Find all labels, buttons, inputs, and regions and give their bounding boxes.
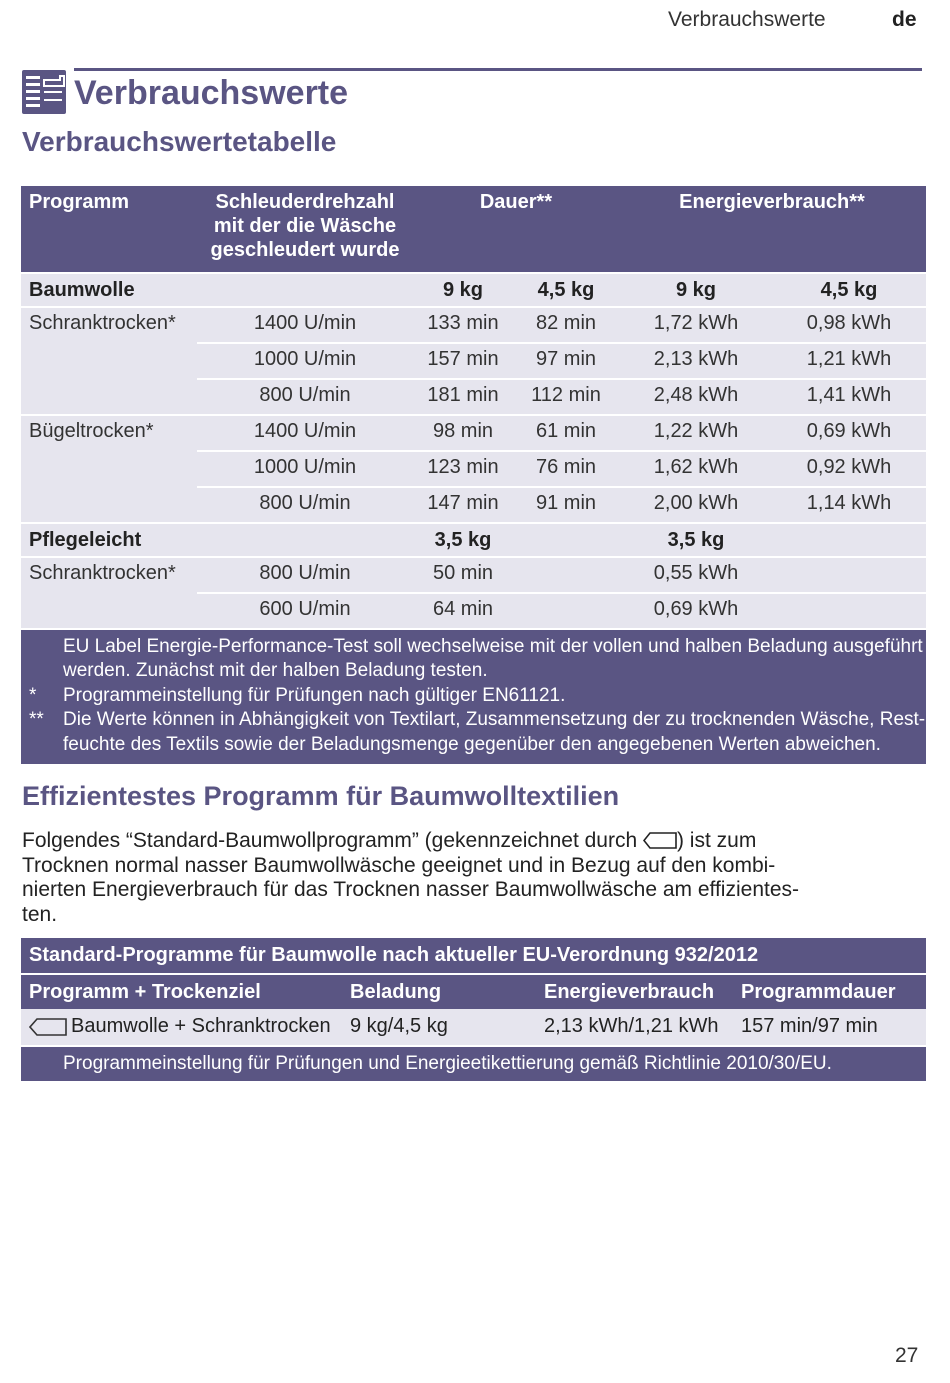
header-rule — [74, 68, 922, 71]
duration-cell: 157 min — [427, 348, 499, 370]
table-row — [21, 1009, 926, 1045]
standard-programs-table — [21, 938, 926, 1081]
col-spin-line2: mit der die Wäsche — [213, 215, 397, 237]
energy-cell: 0,55 kWh — [653, 562, 739, 584]
duration-cell: 112 min — [531, 384, 601, 406]
paragraph-line: nierten Energieverbrauch für das Trocknen nasser Baumwollwäsche am effizientes- — [22, 878, 799, 901]
load-cell: 9 kg/4,5 kg — [350, 1015, 448, 1037]
table-row — [21, 306, 926, 342]
energy-cell: 2,13 kWh/1,21 kWh — [544, 1015, 719, 1037]
spin-cell: 600 U/min — [259, 598, 351, 620]
spin-cell: 800 U/min — [259, 562, 351, 584]
footnote-line: feuchte des Textils sowie der Beladungsmenge gegenüber den angegebenen Werten abweichen. — [63, 734, 881, 755]
table-row — [21, 556, 926, 592]
consumption-table — [21, 186, 926, 764]
consumption-table-icon — [22, 70, 66, 114]
energy-cell: 0,69 kWh — [806, 420, 892, 442]
table-row — [21, 414, 926, 450]
group-name: Pflegeleicht — [29, 529, 142, 551]
section-title: Verbrauchswerte — [74, 74, 349, 112]
footnote-line: Programmeinstellung für Prüfungen nach gültiger EN61121. — [63, 685, 566, 706]
table-row — [21, 450, 926, 486]
load-header: 9 kg — [442, 279, 484, 301]
energy-cell: 1,41 kWh — [806, 384, 892, 406]
energy-cell: 0,98 kWh — [806, 312, 892, 334]
energy-cell: 1,62 kWh — [653, 456, 739, 478]
col-spin-line1: Schleuderdrehzahl — [215, 191, 395, 213]
group-name: Baumwolle — [29, 279, 135, 301]
footnote-line: EU Label Energie-Performance-Test soll wechselweise mit der vollen und halben Beladung ausgeführt — [63, 636, 923, 657]
section2-title: Effizientestes Programm für Baumwolltextilien — [22, 781, 620, 811]
paragraph-text: ) ist zum — [676, 829, 757, 852]
col-load: Beladung — [350, 981, 442, 1003]
footnote-line: Die Werte können in Abhängigkeit von Textilart, Zusammensetzung der zu trocknenden Wäsche, Rest- — [63, 709, 926, 730]
duration-cell: 98 min — [432, 420, 494, 442]
energy-cell: 1,21 kWh — [806, 348, 892, 370]
table-row — [21, 486, 926, 522]
energy-cell: 1,14 kWh — [806, 492, 892, 514]
footnote-mark: ** — [29, 709, 44, 730]
spin-cell: 1400 U/min — [253, 420, 357, 442]
duration-cell: 147 min — [427, 492, 499, 514]
load-header: 4,5 kg — [820, 279, 878, 301]
group-row-baumwolle — [21, 272, 926, 306]
duration-cell: 97 min — [535, 348, 597, 370]
duration-cell: 123 min — [427, 456, 499, 478]
table2-footnote: Programmeinstellung für Prüfungen und Energieetikettierung gemäß Richtlinie 2010/30/EU. — [63, 1053, 832, 1074]
energy-cell: 2,00 kWh — [653, 492, 739, 514]
duration-cell: 50 min — [432, 562, 494, 584]
standard-cotton-program-icon — [643, 832, 677, 849]
duration-cell: 61 min — [535, 420, 597, 442]
col-dauer: Dauer** — [479, 191, 553, 213]
col-spin-line3: geschleudert wurde — [210, 239, 400, 261]
language-code: de — [892, 8, 917, 31]
table2-title-row — [21, 938, 926, 973]
paragraph-line — [22, 829, 922, 854]
table2-footnote-row — [21, 1045, 926, 1081]
table-row — [21, 592, 926, 628]
spin-cell: 1000 U/min — [253, 456, 357, 478]
duration-cell: 64 min — [432, 598, 494, 620]
paragraph-text: Folgendes “Standard-Baumwollprogramm” (gekennzeichnet durch — [22, 829, 643, 852]
footnote-mark: * — [29, 685, 37, 706]
load-header: 3,5 kg — [667, 529, 725, 551]
program-cell: Schranktrocken* — [29, 562, 176, 584]
duration-cell: 157 min/97 min — [741, 1015, 878, 1037]
col-program-target: Programm + Trockenziel — [29, 981, 261, 1003]
program-cell: Bügeltrocken* — [29, 420, 154, 442]
table1-title: Verbrauchswertetabelle — [22, 126, 337, 157]
program-cell: Schranktrocken* — [29, 312, 176, 334]
load-header: 9 kg — [675, 279, 717, 301]
program-cell: Baumwolle + Schranktrocken — [71, 1015, 331, 1037]
load-header: 4,5 kg — [537, 279, 595, 301]
energy-cell: 1,22 kWh — [653, 420, 739, 442]
duration-cell: 133 min — [427, 312, 499, 334]
energy-cell: 0,92 kWh — [806, 456, 892, 478]
standard-cotton-program-icon — [29, 1018, 67, 1036]
energy-cell: 0,69 kWh — [653, 598, 739, 620]
footnote-line: werden. Zunächst mit der halben Beladung testen. — [63, 660, 488, 681]
col-programm: Programm — [29, 191, 130, 213]
table2-header-row — [21, 973, 926, 1009]
energy-cell: 2,48 kWh — [653, 384, 739, 406]
table-row — [21, 378, 926, 414]
paragraph-line: Trocknen normal nasser Baumwollwäsche geeignet und in Bezug auf den kombi- — [22, 853, 776, 877]
col-energie: Energieverbrauch** — [679, 191, 865, 213]
col-duration: Programmdauer — [741, 981, 896, 1003]
table-footnotes — [21, 628, 926, 764]
energy-cell: 2,13 kWh — [653, 348, 739, 370]
spin-cell: 1000 U/min — [253, 348, 357, 370]
load-header: 3,5 kg — [434, 529, 492, 551]
duration-cell: 82 min — [535, 312, 597, 334]
spin-cell: 800 U/min — [259, 492, 351, 514]
col-energy: Energieverbrauch — [544, 981, 715, 1003]
duration-cell: 181 min — [427, 384, 499, 406]
paragraph-line: ten. — [22, 902, 58, 926]
table-row — [21, 342, 926, 378]
running-header-title: Verbrauchswerte — [668, 8, 826, 31]
table2-title: Standard-Programme für Baumwolle nach aktueller EU-Verordnung 932/2012 — [29, 944, 759, 966]
spin-cell: 1400 U/min — [253, 312, 357, 334]
duration-cell: 76 min — [535, 456, 597, 478]
table-header-row — [21, 186, 926, 272]
group-row-pflegeleicht — [21, 522, 926, 556]
energy-cell: 1,72 kWh — [653, 312, 739, 334]
spin-cell: 800 U/min — [259, 384, 351, 406]
duration-cell: 91 min — [535, 492, 597, 514]
page-number: 27 — [895, 1344, 919, 1367]
section2-paragraph — [22, 829, 922, 927]
